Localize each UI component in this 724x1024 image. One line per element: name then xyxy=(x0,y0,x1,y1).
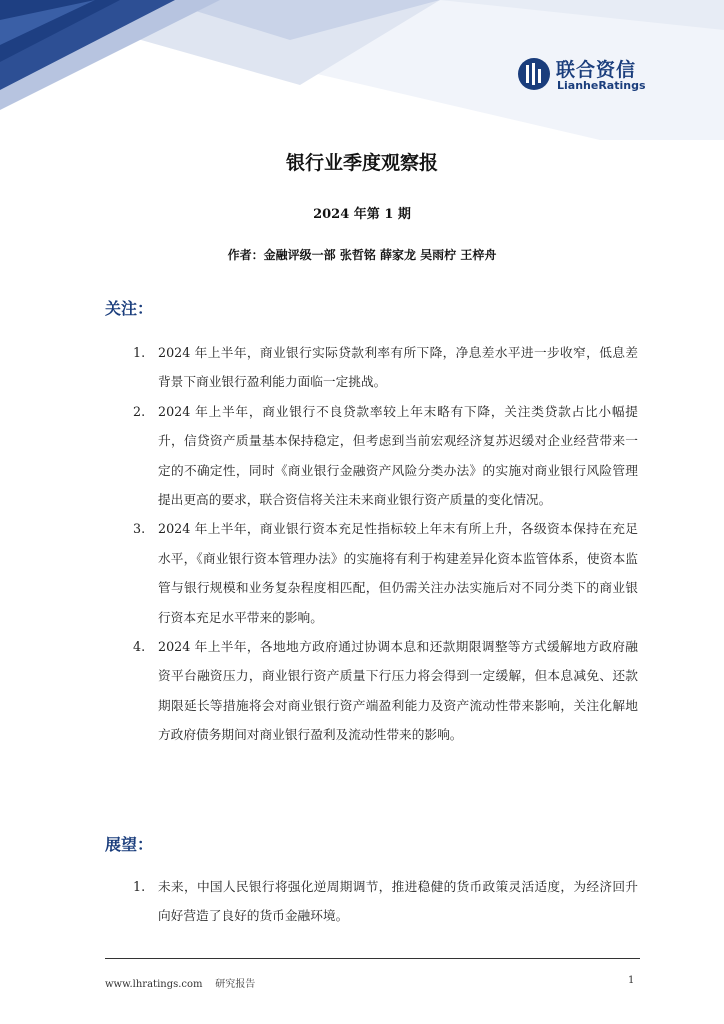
outlook-heading: 展望： xyxy=(105,835,154,854)
company-logo xyxy=(517,55,647,95)
outlook-item-text: 未来，中国人民银行将强化逆周期调节，推进稳健的货币政策灵活适度，为经济回升向好营造了良好的货币金融环境。 xyxy=(158,879,638,924)
focus-item xyxy=(0,397,724,515)
focus-item-number: 4. xyxy=(133,639,146,655)
focus-item xyxy=(0,338,724,397)
focus-item xyxy=(0,514,724,632)
report-title: 银行业季度观察报 xyxy=(285,152,438,174)
logo-name-cn: 联合资信 xyxy=(556,59,637,81)
focus-list xyxy=(0,338,724,750)
report-authors: 作者：金融评级一部 张哲铭 薛家龙 吴雨柠 王梓舟 xyxy=(227,248,497,262)
outlook-item-number: 1. xyxy=(133,879,146,894)
lianhe-logo-icon xyxy=(517,57,551,91)
logo-name-en: LianheRatings xyxy=(557,79,646,92)
focus-item-text: 2024 年上半年，商业银行不良贷款率较上年末略有下降，关注类贷款占比小幅提升，信贷资产质量基本保持稳定，但考虑到当前宏观经济复苏迟缓对企业经营带来一定的不确定性，同时《商业银行金融资产风险分类办法》的实施对商业银行风险管理提出更高的要求，联合资信将关注未来商业银行资产质量的变化情况。 xyxy=(158,403,638,508)
page-number: 1 xyxy=(628,975,635,986)
footer-website: www.lhratings.com xyxy=(105,979,203,990)
footer-divider xyxy=(105,958,640,959)
outlook-item xyxy=(0,872,724,931)
focus-item-text: 2024 年上半年，商业银行实际贷款利率有所下降，净息差水平进一步收窄，低息差背景下商业银行盈利能力面临一定挑战。 xyxy=(158,345,638,390)
focus-item-number: 1. xyxy=(133,345,146,360)
outlook-list xyxy=(0,872,724,931)
focus-heading: 关注： xyxy=(105,299,154,318)
focus-item-text: 2024 年上半年，商业银行资本充足性指标较上年末有所上升，各级资本保持在充足水平，《商业银行资本管理办法》的实施将有利于构建差异化资本监管体系，使资本监管与银行规模和业务复杂程度相匹配，但仍需关注办法实施后对不同分类下的商业银行资本充足水平带来的影响。 xyxy=(158,521,638,625)
focus-item-number: 3. xyxy=(133,521,146,537)
footer-label: 研究报告 xyxy=(215,979,256,990)
footer-info xyxy=(105,975,255,990)
focus-item-text: 2024 年上半年，各地地方政府通过协调本息和还款期限调整等方式缓解地方政府融资平台融资压力，商业银行资产质量下行压力将会得到一定缓解，但本息减免、还款期限延长等措施将会对商业银行资产端盈利能力及资产流动性带来影响，关注化解地方政府债务期间对商业银行盈利及流动性带来的影响。 xyxy=(158,639,638,743)
focus-item-number: 2. xyxy=(133,403,146,419)
report-issue: 2024 年第 1 期 xyxy=(313,207,411,222)
focus-item xyxy=(0,632,724,750)
